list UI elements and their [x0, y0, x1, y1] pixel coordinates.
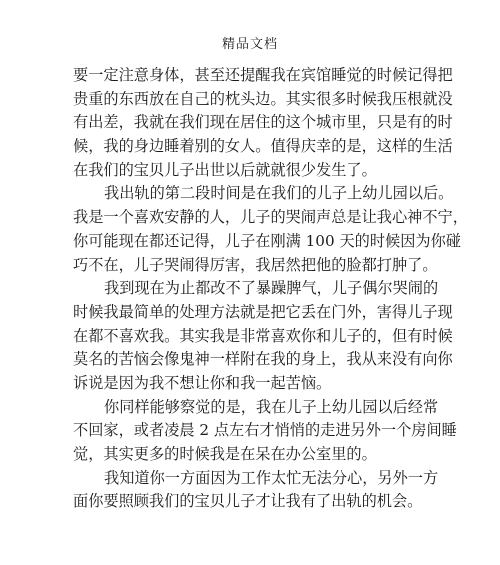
- text-line: 时候我最简单的处理方法就是把它丢在门外，害得儿子现: [73, 302, 453, 321]
- text-line: 我是一个喜欢安静的人，儿子的哭闹声总是让我心神不宁，: [73, 208, 468, 227]
- document-body: [73, 64, 468, 514]
- text-line: 候，我的身边睡着别的女人。值得庆幸的是，这样的生活: [73, 137, 453, 156]
- text-line: 巧不在，儿子哭闹得厉害，我居然把他的脸都打肿了。: [73, 255, 438, 274]
- paragraph-first-line: 我到现在为止都改不了暴躁脾气，儿子偶尔哭闹的: [104, 279, 439, 298]
- text-line: 在我们的宝贝儿子出世以后就就很少发生了。: [73, 160, 377, 179]
- paragraph-first-line: 我出轨的第二段时间是在我们的儿子上幼儿园以后。: [104, 184, 454, 203]
- paragraph-first-line: 我知道你一方面因为工作太忙无法分心，另外一方: [104, 468, 439, 487]
- paragraph-first-line: 你同样能够察觉的是，我在儿子上幼儿园以后经常: [104, 397, 439, 416]
- text-line: 你可能现在都还记得，儿子在刚满 100 天的时候因为你碰: [73, 231, 461, 250]
- text-line: 在都不喜欢我。其实我是非常喜欢你和儿子的，但有时候: [73, 326, 453, 345]
- text-line: 诉说是因为我不想让你和我一起苦恼。: [73, 373, 332, 392]
- text-line: 莫名的苦恼会像鬼神一样附在我的身上，我从来没有向你: [73, 350, 453, 369]
- text-line: 不回家，或者凌晨 2 点左右才悄悄的走进另外一个房间睡: [73, 421, 457, 440]
- text-line: 贵重的东西放在自己的枕头边。其实很多时候我压根就没: [73, 89, 453, 108]
- text-line: 要一定注意身体，甚至还提醒我在宾馆睡觉的时候记得把: [73, 66, 453, 84]
- text-line: 觉，其实更多的时候我是在呆在办公室里的。: [73, 445, 377, 463]
- text-line: 有出差，我就在我们现在居住的这个城市里，只是有的时: [73, 113, 453, 132]
- text-line: 面你要照顾我们的宝贝儿子才让我有了出轨的机会。: [73, 492, 423, 511]
- page-header-title: 精品文档: [221, 37, 278, 52]
